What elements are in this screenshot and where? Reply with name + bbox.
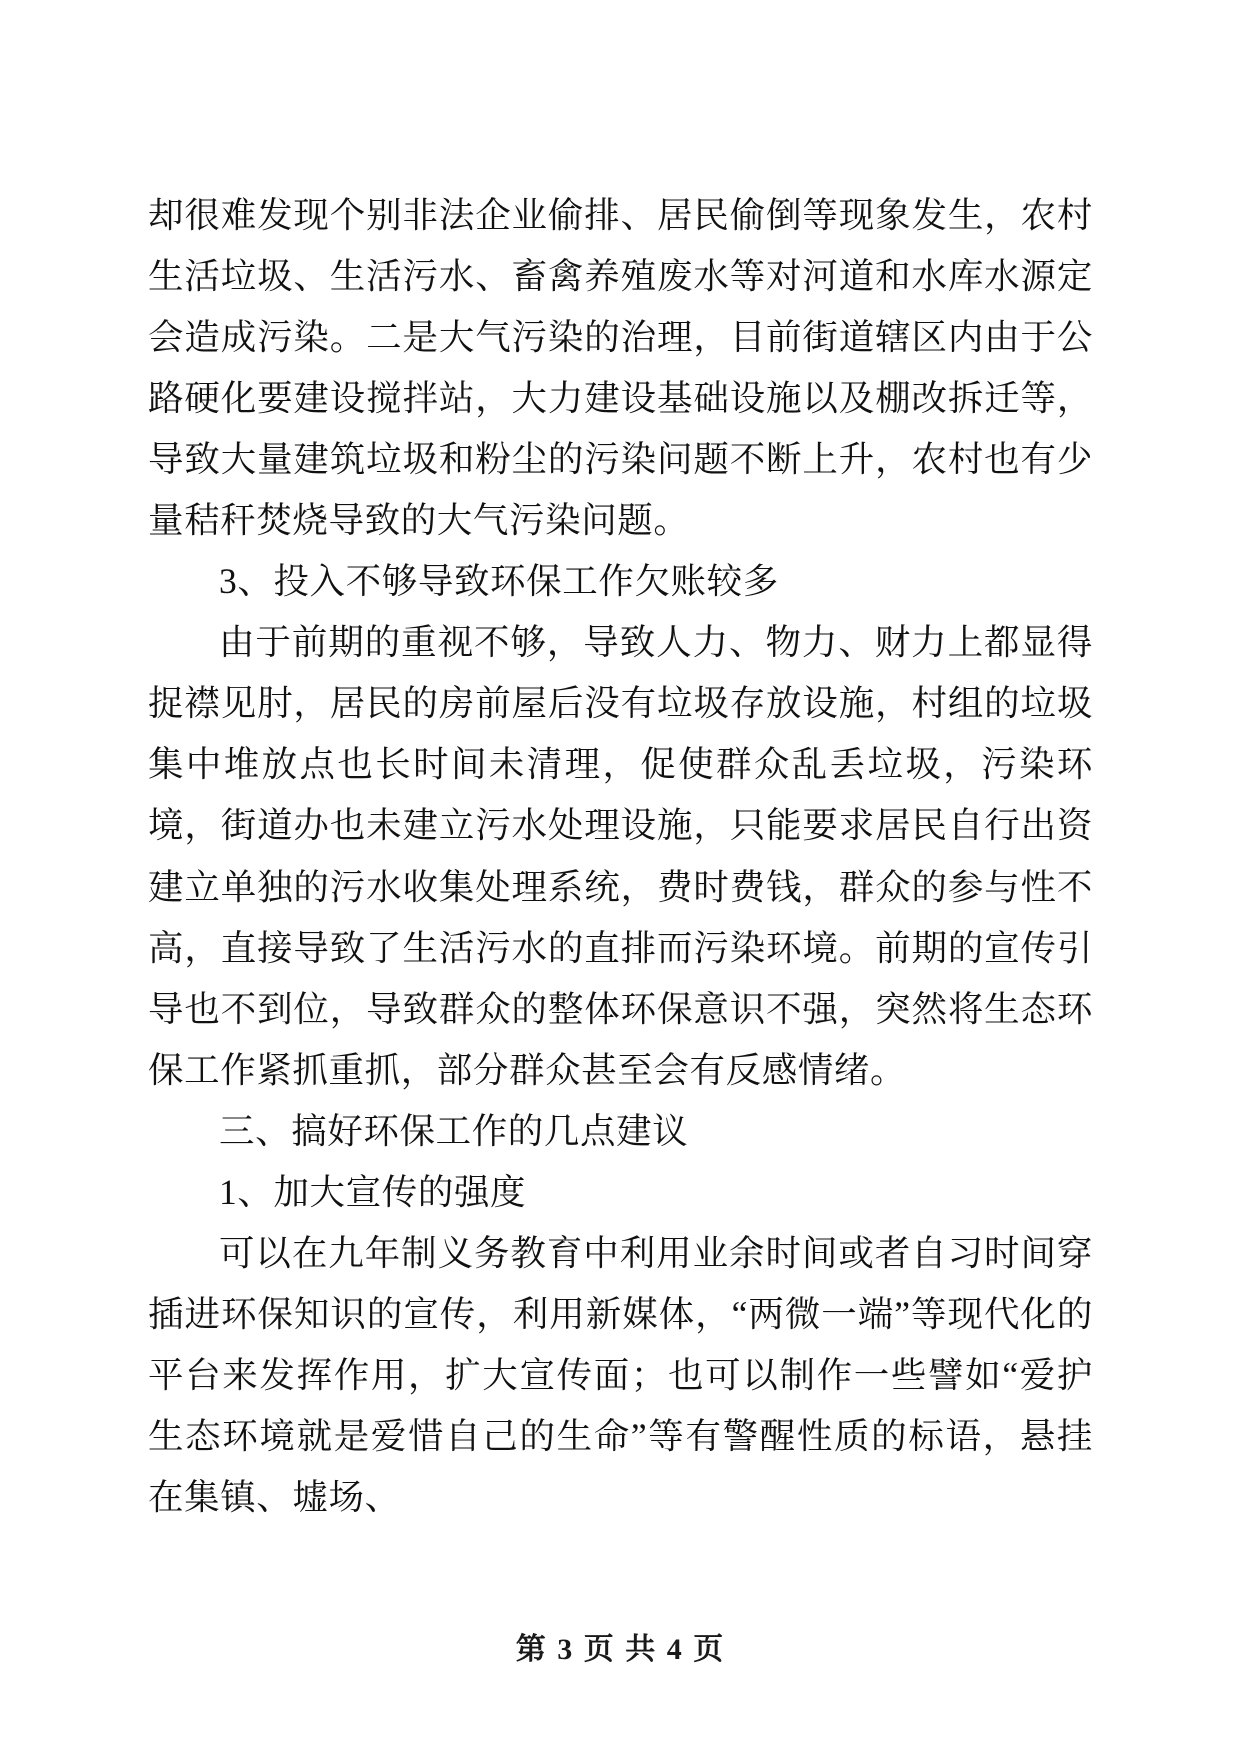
paragraph-heading-1: 1、加大宣传的强度: [219, 1171, 527, 1212]
document-body: [148, 185, 1093, 1528]
paragraph-heading-3: 3、投入不够导致环保工作欠账较多: [219, 561, 779, 602]
paragraph-continuation: 却很难发现个别非法企业偷排、居民偷倒等现象发生，农村生活垃圾、生活污水、畜禽养殖废水等对河道和水库水源定会造成污染。二是大气污染的治理，目前街道辖区内由于公路硬化要建设搅拌站，大力建设基础设施以及棚改拆迁等，导致大量建筑垃圾和粉尘的污染问题不断上升，农村也有少量秸秆焚烧导致的大气污染问题。: [148, 195, 1093, 541]
paragraph-body-investment: 由于前期的重视不够，导致人力、物力、财力上都显得捉襟见肘，居民的房前屋后没有垃圾存放设施，村组的垃圾集中堆放点也长时间未清理，促使群众乱丢垃圾，污染环境，街道办也未建立污水处理设施，只能要求居民自行出资建立单独的污水收集处理系统，费时费钱，群众的参与性不高，直接导致了生活污水的直排而污染环境。前期的宣传引导也不到位，导致群众的整体环保意识不强，突然将生态环保工作紧抓重抓，部分群众甚至会有反感情绪。: [148, 622, 1093, 1090]
paragraph-heading-section-three: 三、搞好环保工作的几点建议: [219, 1110, 689, 1151]
paragraph-body-publicity: 可以在九年制义务教育中利用业余时间或者自习时间穿插进环保知识的宣传，利用新媒体，“两微一端”等现代化的平台来发挥作用，扩大宣传面；也可以制作一些譬如“爱护生态环境就是爱惜自己的生命”等有警醒性质的标语，悬挂在集镇、墟场、: [148, 1232, 1093, 1517]
page-footer: 第 3 页 共 4 页: [515, 1633, 726, 1666]
